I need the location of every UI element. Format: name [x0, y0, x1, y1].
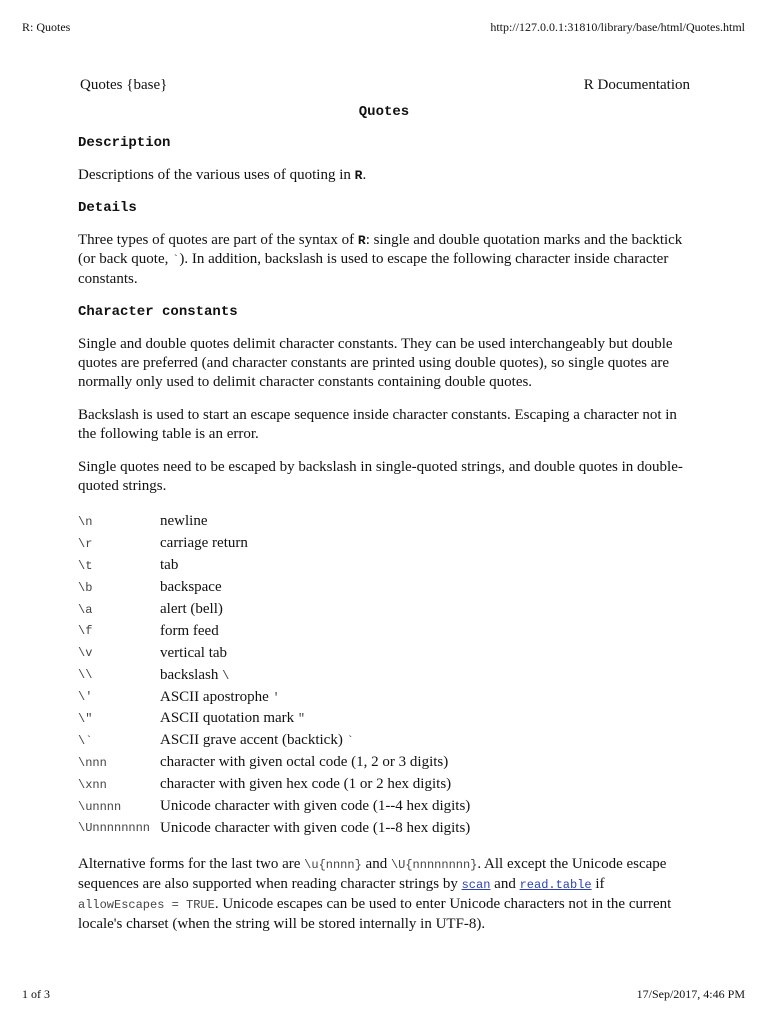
page-indicator: 1 of 3	[22, 987, 50, 1001]
escape-description: Unicode character with given code (1--4 hex digits)	[160, 798, 471, 815]
escape-row	[78, 599, 470, 621]
escape-description: character with given hex code (1 or 2 hex digits)	[160, 776, 452, 793]
escape-code: \b	[78, 580, 93, 595]
escape-code: \f	[78, 624, 93, 639]
escape-code: \n	[78, 514, 93, 529]
escape-sequence-table	[78, 511, 470, 839]
doc-label: R Documentation	[583, 76, 690, 93]
escape-code: \a	[78, 602, 93, 617]
escape-row	[78, 796, 470, 818]
escape-code: \xnn	[78, 777, 107, 792]
character-constants-p1: Single and double quotes delimit character constants. They can be used interchangeably but double quotes are preferred (and character constants are printed using double quotes), so single quotes are normally only used to delimit character constants containing double quotes.	[78, 336, 673, 390]
package-label: Quotes {base}	[80, 76, 168, 93]
escape-description: alert (bell)	[160, 601, 223, 617]
escape-description: form feed	[160, 622, 219, 639]
escape-row	[78, 555, 470, 577]
character-constants-heading: Character constants	[78, 304, 238, 320]
escape-glyph: \	[222, 668, 230, 683]
escape-description: ASCII apostrophe '	[160, 688, 280, 705]
escape-code: \"	[78, 711, 93, 726]
escape-row	[78, 642, 470, 664]
page-url: http://127.0.0.1:31810/library/base/html/Quotes.html	[490, 20, 745, 34]
escape-code: \t	[78, 558, 93, 573]
page-title: Quotes	[358, 104, 410, 120]
escape-code: \`	[78, 733, 93, 748]
escape-row	[78, 620, 470, 642]
details-text: Three types of quotes are part of the syntax of R: single and double quotation marks and the backtick (or back quote, `). In addition, backslash is used to escape the following character inside character constants.	[78, 232, 683, 287]
escape-row	[78, 533, 470, 555]
escape-description: newline	[160, 513, 208, 530]
escape-description: backslash \	[160, 666, 230, 683]
description-text: Descriptions of the various uses of quoting in R.	[78, 167, 367, 183]
escape-row	[78, 664, 470, 686]
escape-description: carriage return	[160, 535, 248, 552]
document-content	[78, 74, 690, 934]
escape-description: Unicode character with given code (1--8 hex digits)	[160, 819, 471, 836]
read-table-link[interactable]: read.table	[519, 878, 592, 893]
character-constants-p3: Single quotes need to be escaped by backslash in single-quoted strings, and double quotes in double-quoted strings.	[78, 459, 683, 494]
escape-code: \'	[78, 690, 93, 705]
escape-glyph: '	[272, 690, 280, 705]
character-constants-p2: Backslash is used to start an escape sequence inside character constants. Escaping a character not in the following table is an error.	[78, 407, 677, 442]
description-heading: Description	[78, 135, 171, 151]
doc-header	[78, 74, 690, 96]
escape-code: \\	[78, 668, 93, 683]
scan-link[interactable]: scan	[461, 878, 491, 893]
escape-row	[78, 774, 470, 796]
alternative-forms-text: Alternative forms for the last two are \u{nnnn} and \U{nnnnnnnn}. All except the Unicode escape sequences are also supported when reading character strings by scan and read.table if allowEscapes = TRUE. Unicode escapes can be used to enter Unicode characters not in the current locale's charset (when the string will be stored internally in UTF-8).	[78, 856, 672, 933]
escape-description: tab	[160, 557, 179, 574]
escape-code: \r	[78, 536, 93, 551]
escape-description: ASCII quotation mark "	[160, 710, 306, 727]
escape-row	[78, 817, 470, 839]
escape-description: backspace	[160, 579, 222, 596]
escape-code: \nnn	[78, 755, 107, 770]
escape-row	[78, 511, 470, 533]
escape-glyph: `	[346, 734, 354, 749]
escape-row	[78, 730, 470, 752]
escape-code: \Unnnnnnnn	[78, 821, 151, 836]
escape-description: vertical tab	[160, 644, 228, 661]
details-heading: Details	[78, 200, 137, 216]
escape-description: character with given octal code (1, 2 or 3 digits)	[160, 754, 449, 771]
escape-row	[78, 577, 470, 599]
escape-glyph: "	[297, 712, 306, 727]
escape-description: ASCII grave accent (backtick) `	[160, 732, 354, 749]
print-timestamp: 17/Sep/2017, 4:46 PM	[636, 987, 745, 1001]
escape-row	[78, 686, 470, 708]
escape-row	[78, 752, 470, 774]
browser-tab-title: R: Quotes	[22, 20, 71, 34]
escape-code: \v	[78, 646, 93, 661]
escape-row	[78, 708, 470, 730]
escape-code: \unnnn	[78, 799, 122, 814]
